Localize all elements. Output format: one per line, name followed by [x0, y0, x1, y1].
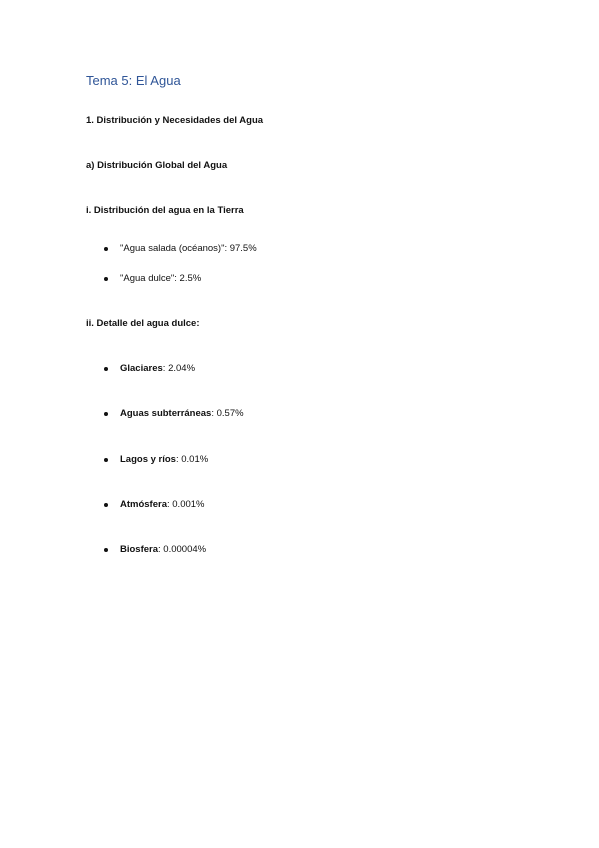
bullet-icon	[104, 412, 108, 416]
bullet-icon	[104, 247, 108, 251]
list-item	[104, 243, 257, 254]
list-item	[104, 363, 195, 374]
list-item-label: Atmósfera	[120, 499, 167, 510]
list-item-label: Aguas subterráneas	[120, 408, 212, 419]
list-item	[104, 544, 206, 555]
list-item	[104, 408, 244, 419]
bullet-icon	[104, 367, 108, 371]
part-i-heading: i. Distribución del agua en la Tierra	[86, 205, 244, 216]
bullet-icon	[104, 277, 108, 281]
bullet-icon	[104, 503, 108, 507]
list-item-value: : 0.01%	[175, 454, 209, 465]
page-title: Tema 5: El Agua	[86, 73, 181, 88]
list-item	[104, 499, 205, 510]
bullet-icon	[104, 548, 108, 552]
bullet-icon	[104, 458, 108, 462]
list-item-label: Biosfera	[120, 544, 159, 555]
part-ii-heading: ii. Detalle del agua dulce:	[86, 318, 200, 329]
list-item	[104, 273, 201, 284]
list-item-text: "Agua dulce": 2.5%	[120, 273, 202, 284]
list-item-value: : 2.04%	[162, 363, 196, 374]
list-item-text: "Agua salada (océanos)": 97.5%	[120, 243, 257, 254]
list-item-value: : 0.001%	[167, 499, 205, 510]
list-item-value: : 0.00004%	[158, 544, 207, 555]
list-item	[104, 454, 208, 465]
list-item-label: Lagos y ríos	[120, 454, 176, 465]
subsection-heading: a) Distribución Global del Agua	[86, 160, 228, 171]
list-item-label: Glaciares	[120, 363, 163, 374]
list-item-value: : 0.57%	[211, 408, 244, 419]
section-heading: 1. Distribución y Necesidades del Agua	[86, 115, 264, 126]
